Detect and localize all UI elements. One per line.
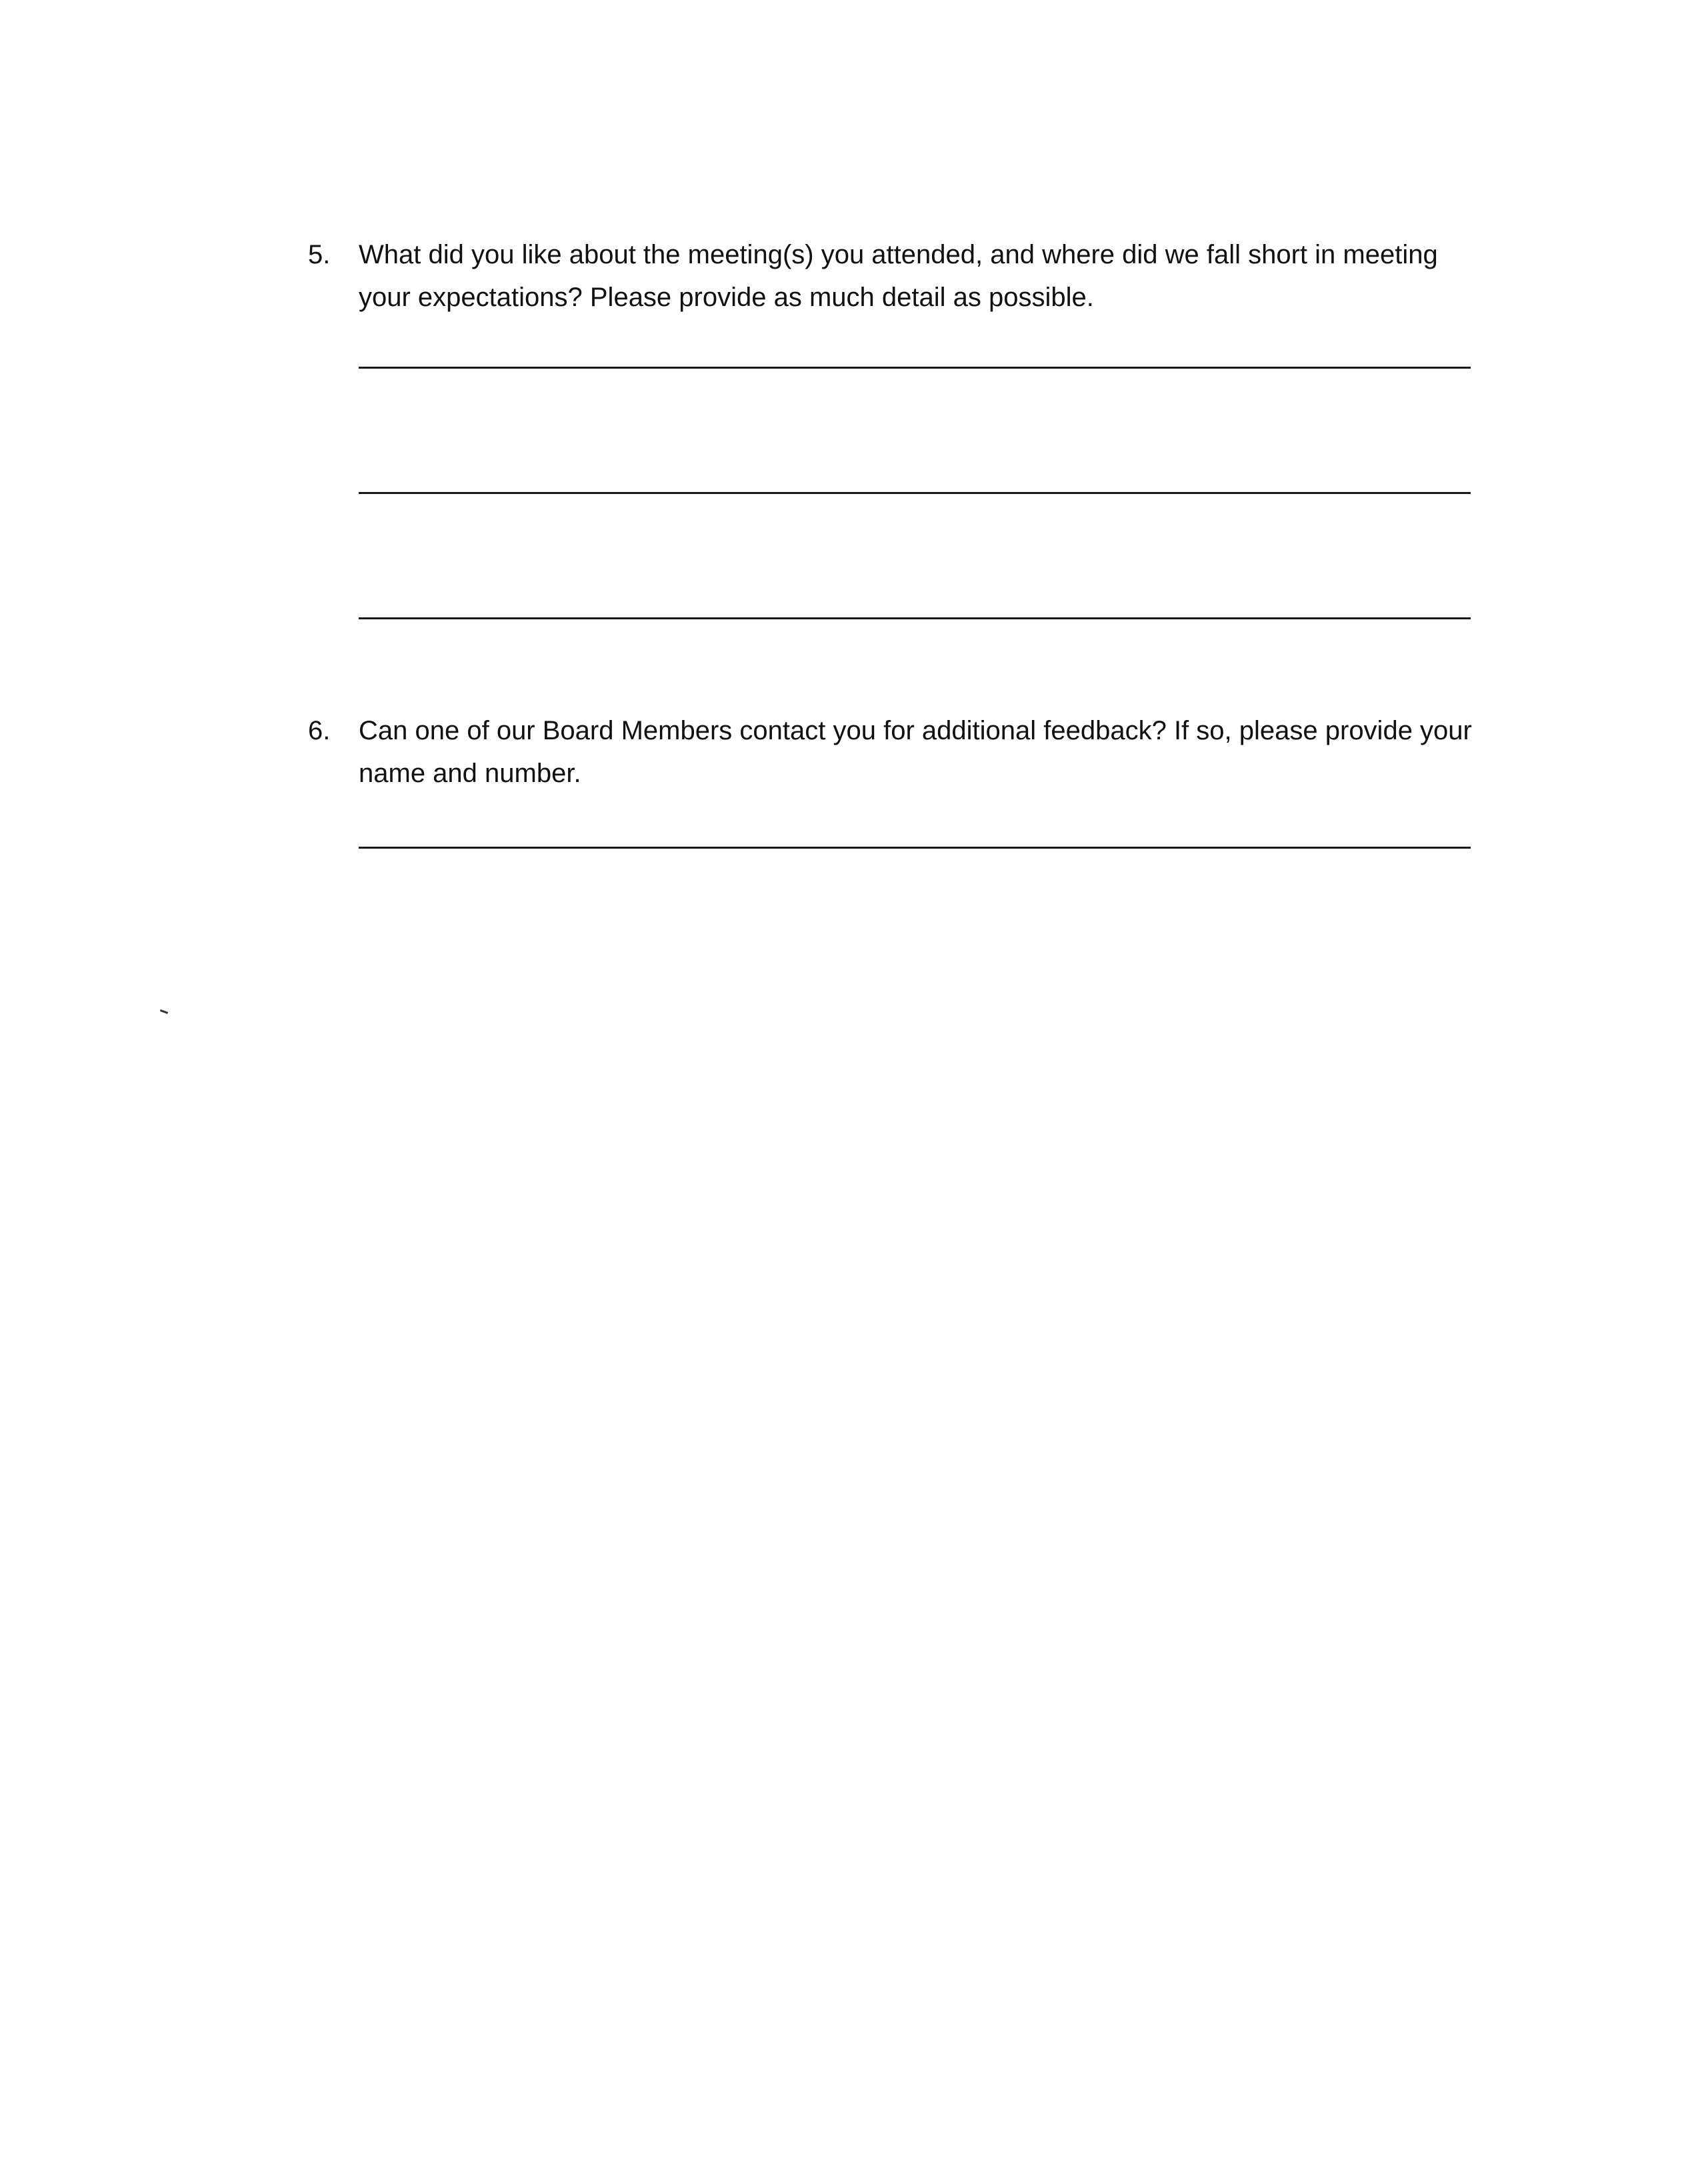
question-5-answer-line[interactable]: [359, 367, 1471, 369]
question-5-number: 5.: [308, 240, 331, 269]
question-5-text: What did you like about the meeting(s) you attended, and where did we fall short in meeting your expectations? Please provide as much detail as possible.: [359, 240, 1438, 312]
question-6-answer-line[interactable]: [359, 847, 1471, 849]
question-6-text: Can one of our Board Members contact you for additional feedback? If so, please provide your name and number.: [359, 716, 1472, 788]
question-6-number: 6.: [308, 716, 331, 745]
question-5-answer-line[interactable]: [359, 617, 1471, 619]
scan-mark: [160, 1009, 168, 1014]
question-5-answer-line[interactable]: [359, 492, 1471, 494]
